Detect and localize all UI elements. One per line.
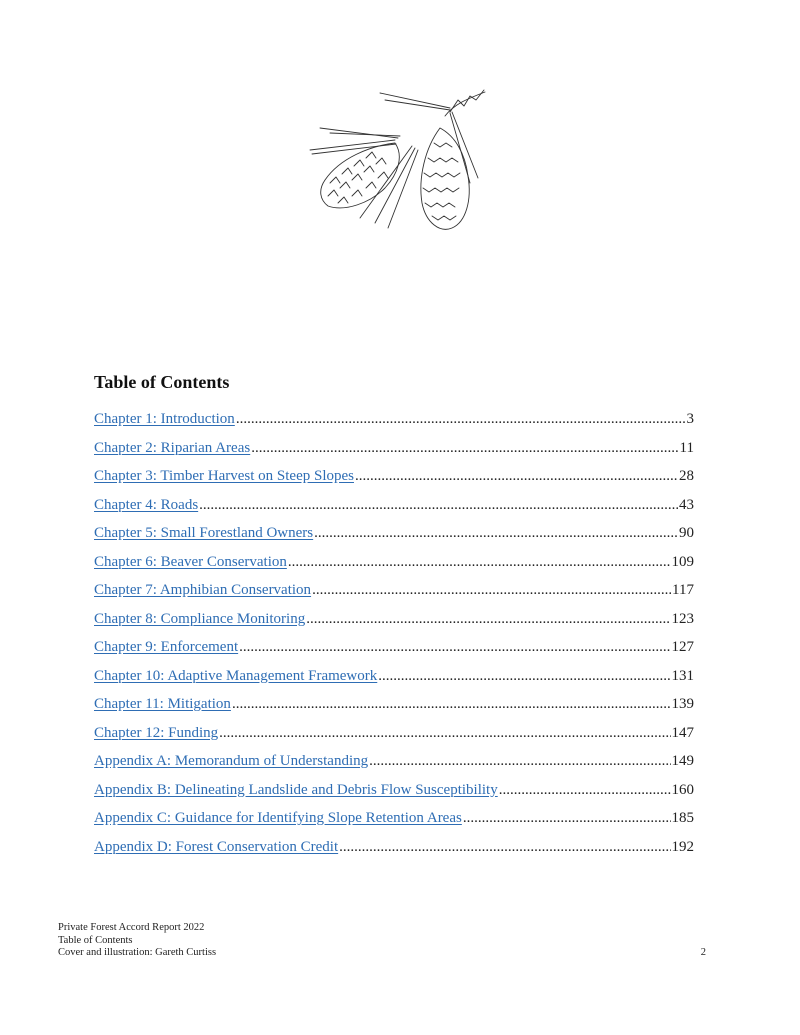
toc-page-number: 11 — [679, 439, 694, 456]
leader-dots — [199, 496, 678, 514]
leader-dots — [312, 581, 671, 599]
leader-dots — [232, 695, 671, 713]
toc-page-number: 109 — [671, 553, 694, 570]
toc-link-chapter-5[interactable]: Chapter 5: Small Forestland Owners — [94, 525, 314, 541]
toc-page-number: 3 — [686, 411, 694, 427]
leader-dots — [219, 724, 670, 742]
toc-entry — [94, 553, 694, 582]
toc-entry — [94, 838, 694, 867]
toc-link-chapter-8[interactable]: Chapter 8: Compliance Monitoring — [94, 610, 306, 627]
toc-link-appendix-c[interactable]: Appendix C: Guidance for Identifying Slope Retention Areas — [94, 810, 462, 826]
toc-link-appendix-a[interactable]: Appendix A: Memorandum of Understanding — [94, 753, 369, 769]
footer-section-name: Table of Contents — [58, 934, 133, 946]
toc-page-number: 149 — [671, 753, 694, 769]
toc-link-chapter-7[interactable]: Chapter 7: Amphibian Conservation — [94, 582, 312, 598]
leader-dots — [239, 638, 670, 656]
toc-link-chapter-3[interactable]: Chapter 3: Timber Harvest on Steep Slopes — [94, 468, 354, 484]
toc-entry — [94, 410, 694, 439]
leader-dots — [355, 467, 678, 485]
leader-dots — [463, 809, 671, 827]
toc-entry — [94, 724, 694, 753]
leader-dots — [369, 752, 670, 770]
leader-dots — [378, 667, 670, 685]
toc-link-chapter-9[interactable]: Chapter 9: Enforcement — [94, 639, 239, 655]
toc-link-appendix-b[interactable]: Appendix B: Delineating Landslide and Debris Flow Susceptibility — [94, 781, 498, 798]
toc-title: Table of Contents — [94, 372, 230, 392]
toc-entry — [94, 752, 694, 781]
toc-link-chapter-2[interactable]: Chapter 2: Riparian Areas — [94, 439, 251, 456]
toc-link-chapter-4[interactable]: Chapter 4: Roads — [94, 496, 199, 513]
leader-dots — [288, 553, 671, 571]
toc-link-chapter-10[interactable]: Chapter 10: Adaptive Management Framework — [94, 667, 378, 684]
toc-entry — [94, 524, 694, 553]
toc-entry — [94, 809, 694, 838]
page-number: 2 — [700, 947, 706, 958]
toc-page-number: 117 — [672, 582, 694, 598]
toc-page-number: 139 — [671, 696, 694, 712]
toc-entry — [94, 667, 694, 696]
toc-entry — [94, 581, 694, 610]
toc-page-number: 147 — [671, 724, 694, 741]
toc-page-number: 90 — [679, 525, 694, 541]
toc-page-number: 185 — [671, 810, 694, 826]
toc-entry — [94, 638, 694, 667]
leader-dots — [499, 781, 671, 799]
toc-entry — [94, 467, 694, 496]
leader-dots — [251, 439, 678, 457]
toc-link-chapter-1[interactable]: Chapter 1: Introduction — [94, 411, 235, 427]
toc-entry — [94, 781, 694, 810]
toc-entry — [94, 439, 694, 468]
toc-page-number: 160 — [671, 781, 694, 798]
toc-link-appendix-d[interactable]: Appendix D: Forest Conservation Credit — [94, 838, 339, 855]
leader-dots — [236, 410, 686, 428]
toc-link-chapter-12[interactable]: Chapter 12: Funding — [94, 724, 219, 741]
footer-credit: Cover and illustration: Gareth Curtiss — [58, 947, 217, 958]
toc-page-number: 131 — [671, 667, 694, 684]
footer-report-title: Private Forest Accord Report 2022 — [58, 922, 205, 933]
page-footer — [58, 922, 216, 960]
toc-page-number: 43 — [679, 496, 694, 513]
toc-entry — [94, 695, 694, 724]
toc-list — [94, 410, 694, 866]
toc-page-number: 127 — [671, 639, 694, 655]
leader-dots — [314, 524, 678, 542]
toc-entry — [94, 496, 694, 525]
toc-link-chapter-6[interactable]: Chapter 6: Beaver Conservation — [94, 553, 287, 570]
toc-link-chapter-11[interactable]: Chapter 11: Mitigation — [94, 696, 231, 712]
leader-dots — [339, 838, 670, 856]
pine-cone-branch-icon — [300, 88, 500, 238]
toc-page-number: 28 — [679, 468, 694, 484]
toc-page-number: 123 — [671, 610, 694, 627]
toc-entry — [94, 610, 694, 639]
toc-page-number: 192 — [671, 838, 694, 855]
leader-dots — [306, 610, 670, 628]
